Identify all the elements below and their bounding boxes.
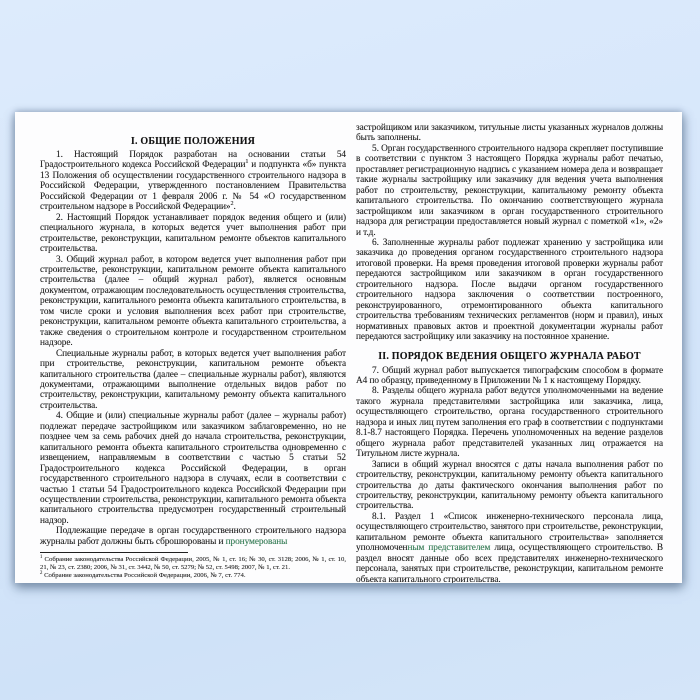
footnote-ref-2: 2 (230, 200, 234, 208)
footnote-1-text: Собрание законодательства Российской Федерации, 2005, № 1, ст. 16; № 30, ст. 3128; 2006, № 1, ст. 10, 21, № 23, ст. 2380; 2006, № 31, ст. 3442, № 50, ст. 5279; № 52, ст. 5498; 2007, № 1, ст. 21. (40, 555, 347, 571)
para-8-1-tinted-words: ным представителем (407, 543, 491, 554)
right-column (356, 123, 663, 583)
para-4: 4. Общие и (или) специальные журналы работ (далее – журналы работ) подлежат передаче застройщиком или заказчиком заблаговременно, но не позднее чем за семь рабочих дней до начала строительства, реконструкции, капитального ремонта объекта капитального строительства одновременно с извещением, направляемым в соответствии с частью 5 статьи 52 Градостроительного кодекса Российской Федерации, в орган государственного строительного надзора в случаях, если в соответствии с частью 1 статьи 54 Градостроительного кодекса Российской Федерации при осуществлении строительства, реконструкции, капитального ремонта объекта капитального строительства предусмотрен государственный строительный надзор. (40, 411, 346, 526)
footnote-2-marker: 2 (40, 570, 43, 576)
para-7: 7. Общий журнал работ выпускается типографским способом в формате А4 по образцу, приведенному в Приложении № 1 к настоящему Порядку. (356, 365, 663, 386)
para-8-1-text: лица, осуществляющего строительство. В раздел вносят данные обо всех представителях инженерно-технического персонала, занятых при строительстве, реконструкции, капитальном ремонте объекта капитального строительства. (356, 543, 663, 583)
para-transfer (40, 526, 346, 547)
para-8: 8. Разделы общего журнала работ ведутся уполномоченными на ведение такого журнала представителями застройщика или заказчика, лица, осуществляющего строительство, органа государственного строительного надзора и иных лиц путем заполнения его граф в соответствии с подпунктами 8.1-8.7 настоящего Порядка. Перечень уполномоченных на ведение разделов общего журнала работ представителей указанных лиц отражается на Титульном листе журнала. (356, 386, 663, 460)
left-column (40, 136, 346, 580)
para-1-text: . (233, 202, 236, 213)
footnote-ref-1: 1 (245, 158, 249, 166)
footnote-separator (40, 552, 188, 553)
footnote-2 (40, 572, 346, 580)
para-2: 2. Настоящий Порядок устанавливает порядок ведения общего и (или) специального журнала, в которых ведется учет выполнения работ при строительстве, реконструкции, капитальном ремонте объектов капитального строительства. (40, 212, 346, 255)
para-8-1-text: 8.1. Раздел 1 «Список инженерно-технического персонала лица, осуществляющего строительство, занятого при строительстве, реконструкции, капитальном ремонте объекта капитального строительства» заполняется уполномочен (356, 511, 663, 554)
para-8-records: Записи в общий журнал вносятся с даты начала выполнения работ по строительству, реконструкции, капитальному ремонту объекта капитального строительства до даты фактического окончания выполнения работ по строительству, реконструкции, капитальному ремонту объекта капитального строительства. (356, 459, 663, 512)
para-1-text: 1. Настоящий Порядок разработан на основании статьи 54 Градостроительного кодекса Российской Федерации (40, 150, 346, 171)
para-continuation: застройщиком или заказчиком, титульные листы указанных журналов должны быть заполнены. (356, 123, 663, 144)
para-1 (40, 150, 346, 213)
para-special-journals: Специальные журналы работ, в которых ведется учет выполнения работ при строительстве, реконструкции, капитальном ремонте объекта капитального строительства (далее – специальные журналы работ), являются документами, отражающими выполнение отдельных видов работ по строительству, реконструкции, капитальному ремонту объекта капитального строительства. (40, 348, 346, 411)
footnote-1-marker: 1 (40, 554, 43, 560)
para-transfer-text: Подлежащие передаче в орган государственного строительного надзора журналы работ должны быть сброшюрованы и (40, 526, 346, 547)
para-transfer-tinted-word: пронумерованы (225, 536, 288, 547)
para-8-1 (356, 512, 663, 583)
section-1-heading: I. ОБЩИЕ ПОЛОЖЕНИЯ (130, 136, 256, 147)
para-5: 5. Орган государственного строительного надзора скрепляет поступившие в соответствии с пунктом 3 настоящего Порядка журналы работ печатью, проставляет регистрационную надпись с указанием номера дела и возвращает такие журналы застройщику или заказчику для ведения учета выполнения работ по строительству, реконструкции, капитальному ремонту объекта капитального строительства. По окончанию соответствующего журнала застройщиком или заказчиком в орган государственного строительного надзора для регистрации предоставляется новый журнал с пометкой «1», «2» и т.д. (356, 143, 663, 238)
para-1-text: и подпункта «б» пункта 13 Положения об осуществлении государственного строительного надзора в Российской Федерации, утвержденного постановлением Правительства Российской Федерации от 1 февраля 2006 г. № 54 «О государственном строительном надзоре в Российской Федерации» (40, 160, 346, 213)
para-6: 6. Заполненные журналы работ подлежат хранению у застройщика или заказчика до проведения органом государственного строительного надзора итоговой проверки. На время проведения итоговой проверки журналы работ передаются застройщиком или заказчиком в орган государственного строительного надзора. После выдачи органом государственного строительного надзора заключения о соответствии построенного, реконструированного, отремонтированного объекта капитального строительства требованиям технических регламентов (норм и правил), иных нормативных правовых актов и проектной документации журналы работ передаются застройщику или заказчику на постоянное хранение. (356, 237, 663, 343)
section-2-heading: II. ПОРЯДОК ВЕДЕНИЯ ОБЩЕГО ЖУРНАЛА РАБОТ (378, 350, 641, 362)
footnote-1 (40, 556, 346, 572)
footnote-2-text: Собрание законодательства Российской Федерации, 2006, № 7, ст. 774. (44, 571, 246, 579)
para-3: 3. Общий журнал работ, в котором ведется учет выполнения работ при строительстве, реконструкции, капитальном ремонте объекта капитального строительства (далее – общий журнал работ), является основным документом, отражающим последовательность осуществления строительства, реконструкции, капитального ремонта объекта капитального строительства, в том числе сроки и условия выполнения всех работ при строительстве, реконструкции, капитальном ремонте объекта капитального строительства, а также сведения о строительном контроле и государственном строительном надзоре. (40, 254, 346, 349)
footnotes-block (40, 552, 346, 580)
document-page (15, 112, 682, 583)
